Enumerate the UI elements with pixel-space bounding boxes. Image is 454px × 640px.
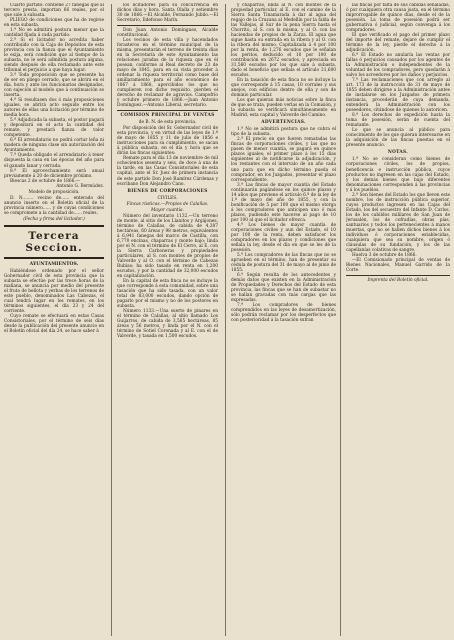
signature: Antonio G. Bermúdez. [56, 183, 104, 189]
paragraph: PLIEGO de condiciones que ha de regirse en esta subasta. [4, 18, 104, 29]
paragraph: Cuarto partido: contiene 27 fanegas que al tercero presta, importan 66 reales, por el que sale á subasta. [4, 3, 104, 19]
printer-imprint: Imprenta del Boletín oficial. [367, 277, 429, 283]
paragraph: 6.ª El Estado no anularía las ventas por fallas ó perjuicios causados por los agentes de la Administración o independientes de la voluntad de los compradores, pero quedarán á salvo los acreedores por los daños y perjuicios. [346, 53, 450, 79]
paragraph: 2.ª Son bienes del Estado los que lleven este nombre, los de instrucción pública superior, cuyos productos ingresen en las Cajas del Estado, los del secuestro del Infante D. Carlos, los de los cabildos mililares de San Juan de Jerusalén, los de cofradías, obras pías, santuarios y todos los pertenecientes á manos muertas, que no se hallen dichos bienes á los individuos ó corporaciones establecidas, cualquiera que sea su nombre, origen ó cláusulas de su fundación, y los de las capellanías colativas de sangre. [346, 192, 450, 253]
paragraph: 8.ª Los derechos de expedición hasta la toma de posesión, serán de cuenta del rematante. [346, 113, 450, 129]
paragraph: Número del inventario 1132.—Un terreno de monte, al sitio de los Llanitos y Argájones, término de Calañas, de cabida de 4,387 hectáreas, 60 áreas y 98 metros, equivalentes á 6,941 fanegas del marco de Castilla, con 6,770 encinas, chaparras y monte bajo; linda por el N. con el término de El Cerro, al E. con la Sierra Carboneras y propiedades particulares, al S. con montes de propios de Valverde y al O. con el término de Cabezas Rubias; ha sido tasado en renta en 1,200 escudos, y por la cantidad de 32,000 escudos en capitalización. [117, 213, 218, 279]
paragraph: y chaparras, linda al N. con montes de la propiedad particular, al E. con el camino de la Sierra Santa Tinamarada á dar al agua del regajo de la Cruzana al Medellín por la falda de las Vallejas, al Sur de la pena Sierra hasta el Chorrito, al S. con la misma, y al O. con las haciendas de propios de la Zarza. El agua que sigue hasta su entrada en la ribera y al O. con la ribera del mismo. Capitalizada á 4 por 100 por la renta, de 1,276 escudos que le señalan los peritos, deducido el 10 por 100 de contribución en 2672 escudos, y apreciada en 31,560 escudos por los que sale á subasta, dado el beneficio que señala el artículo 21,680 escudos. [231, 3, 336, 79]
paragraph: Lo que se anuncia al público para conocimiento de los que quieran interesarse en la adquisición de las fincas puestas en el presente anuncio. [346, 128, 450, 149]
paragraph: las fincas por falta de sus cabidas señaladas, ó por cualquiera otra causa justa, en el término improrrogable de quince días, desde el de la posesión. La toma de posesión podrá ser gubernativa ó judicial, según convenga á los compradores. [346, 3, 450, 34]
column-1 [4, 3, 104, 637]
paragraph: Don Juan Antonio Domínguez, Alcalde constitucional. [117, 28, 218, 39]
paragraph: 7.ª Las reclamaciones que con arreglo al art. 173 de la instrucción de 31 de mayo de 1855 deben dirigirse a la Administración antes de instalarse en los Juzgados de primera instancia, procederán de cuya demanda, entenderá la Administración con los poseedores, citándose de quienes lo autoricen. [346, 78, 450, 114]
paragraph: 2.ª El precio en que fueren rematadas las fincas de corporaciones civiles, y las que no pasen de menor cuantía, se pagará en quince plazos iguales; el primer plazo á los 15 días siguientes al de notificarse la adjudicación, y los restantes con el intervalo de un año cada uno para que en dicho término pueda el comprador, en los Juzgados, presentar el plazo correspondiente. [231, 137, 336, 183]
paragraph: Remate para el día 13 de noviembre de mil ochocientos sesenta y seis, de doce á una de la tarde, en las Casas Consistoriales de esta capital, ante el Sr. Juez de primera instancia de este partido Don José Ramírez Cárdenas y escribano Don Alejandro Cano. [117, 156, 218, 187]
divider [346, 275, 450, 276]
paragraph: Los vecinos de esta villa y hacendados forasteros en el término municipal de la misma, presentarán el terreno de treinta días en la Secretaría de este Ayuntamiento las relaciones juradas de la riqueza que en él posean, conforme al Real decreto de 23 de mayo de 1845, para en su vista proceder á ordenar la riqueza territorial como base del amillaramiento para el año económico de 1867 á 1868, apercibidos los que no cumplieren con dicho requisito, pierden el derecho de reclamar de agravios. Campofrío y octubre primero de 1866.—Juan Antonio Domínguez.—Antonio Liberal, secretario. [117, 38, 218, 109]
paragraph: 5.ª Adjudicada la subasta, el postor pagará y depositará en el acto la cantidad del remate, y prestará fianza de valor competente. [4, 118, 104, 139]
paragraph: Número 1133.—Una suerte de pinares en el término de Calañas, al sitio llamado Los Guijarros, de cabida de 3,565 hectáreas, 85 áreas y 56 metros, y linda por el N. con el término de Sotiel Coronada y al E. con el de Valverde, y tasada en 1,500 escudos. [117, 308, 218, 339]
divider [4, 225, 104, 227]
column-2 [117, 3, 218, 637]
column-3 [231, 3, 336, 637]
section-subtitle: CIVILES. [157, 195, 178, 201]
paragraph: los licitadores para su concurrencia en dichos días y hora. Santa Olalla y setiembre 30 de 1866.—El Alcalde, Fernando Jubilo.—El Secretario, Ildefonso Marín. [117, 3, 218, 24]
section-heading: AYUNTAMIENTOS. [29, 261, 79, 267]
section-subtitle: Mayor cuantía. [151, 207, 184, 213]
paragraph: 1.ª No se consideran como bienes de corporaciones civiles, los de propios, beneficencia e instrucción pública, cuyos productos no ingresen en las cajas del Estado, y los demás bienes que bajo diferentes denominaciones corresponden á las provincias y á los pueblos. [346, 157, 450, 193]
paragraph: 4.ª Los bienes de mayor cuantía de corporaciones civiles y aun del Estado, el 10 por 100 de la renta, deben satisfacer los compradores en los plazos y condiciones que señala la ley, desde el día en que se les dé la posesión. [231, 222, 336, 253]
paragraph: 3.ª Las fincas de mayor cuantía del Estado continuarán pagándose en los quince plazos y 14 años que previene el artículo 6.º de la ley de 1.º de mayo del año de 1855, y con la bonificación de 5 por 100 que el mismo otorga á los compradores que anticipen uno ó más plazos, pudiendo este hacerse al pago de 10 por 100 al que el licitador ofrezca. [231, 182, 336, 223]
paragraph: 3.ª Toda proposición que se presente ha de ser en pliego cerrado, que se abrirá en el día, hora y ante los funcionarios designados, con sujeción al modelo que á continuación se inserta. [4, 73, 104, 99]
paragraph: 8.ª El aprovechamiento será anual previamente á 20 de diciembre próximo. [4, 168, 104, 179]
section-subtitle: Modelo de proposición. [28, 189, 80, 195]
paragraph: 2.ª Si el licitador no acredita haber contribuido con la Caja de Depósitos de esta provincia con la fianza que el Ayuntamiento le exija, será condición que al tiempo de la subasta, no le será admitida postura alguna, siendo después de ella reclamado ante este tribunal el perjuicio a que haya lugar. [4, 38, 104, 74]
section-subtitle: de B. N. de esta provincia. [138, 120, 197, 126]
section-heading: ADVERTENCIAS. [261, 120, 306, 126]
column-divider [111, 4, 112, 636]
paragraph: En la capital de esta finca no se incluye la que corresponde á esta comunidad, sobre una tasación que ha sido tasada, con un valor total de 83,000 escudos, dando opción de pagarlo por el mismo y no de los postores en subasta. [117, 278, 218, 309]
divider [4, 257, 104, 259]
paragraph: 6.ª El arrendatario no podrá cortar leña ni madera de ninguna clase sin autorización del Ayuntamiento. [4, 138, 104, 154]
column-divider [340, 4, 341, 636]
signature: —El Comisionado principal de ventas de Bienes Nacionales, Manuel Garrido de la Corte. [346, 257, 450, 273]
paragraph: 4.ª Si resultasen dos ó más proposiciones iguales, se abrirá acto seguido entre los autores de ellas una licitación por término de media hora. [4, 98, 104, 119]
paragraph: 5.ª Los compradores de las fincas que no se aprueben en el término, han de presentar su cédula de postura del 31 de mayo al de junio de 1855. [231, 252, 336, 273]
section-title: Tercera Seccion. [25, 229, 83, 254]
paragraph: 1.ª No se admitirá postura menor que la cantidad fijada á cada partido. [4, 28, 104, 39]
paragraph: Cuyo remate se efectuará en estas Casas Consistoriales, por el término de seis días desde la publicación del presente anuncio en el Boletín oficial del día 24, se hace saber á [4, 313, 104, 334]
paragraph: 7.ª Los compradores de bienes comprendidos en las leyes de desamortización, sólo podrán reclamar por los desperfectos que con posterioridad á la tasación sufran [231, 302, 336, 323]
paragraph: En la tasación de esta finca no se incluye la que corresponde á 15 casas, 10 corrales y sus anejos, con edificios dentro de ella y son de dominio particular. [231, 78, 336, 99]
date-line: Huelva 3 de octubre de 1866. [352, 252, 417, 258]
paragraph: D. N........ vecino de...... enterado del anuncio inserto en el Boletín oficial de la provincia número...... y de cuyas condiciones se compromete a la cantidad de...... reales. [4, 195, 104, 216]
divider [117, 110, 218, 111]
paragraph: Los que quieran más noticias sobre la finca de que se trata, pueden verlas en la Comisión, y la subasta se verificará simultáneamente en Madrid, esta capital y Valverde del Camino. [231, 98, 336, 119]
column-divider [225, 4, 226, 636]
paragraph: 1.ª No se admitirá postura que no cubra el tipo de la subasta. [231, 127, 336, 138]
paragraph: Habiéndose ordenado por el señor Gobernador civil de esta provincia que la subasta se efectúe por las trece horas de la mañana, se anuncia por medio del presente el fruto de bellota y yerbas de los terrenos de este pueblo, denominados Las Cabezas, el cual tendrá lugar en los remates, en los términos siguientes, el día 23 y 24 del corriente. [4, 268, 104, 314]
paragraph: El que verificado el pago del primer plazo del importe del remate, dejare de cumplir el término de la ley, pierde el derecho á la adjudicación. [346, 33, 450, 54]
paragraph: 6.ª Según resulta de los antecedentes y demás datos que existen en la Administración de Propiedades y Derechos del Estado de esta provincia, las fincas que se han de subastar no se hallan gravadas con más cargas que las expresadas. [231, 272, 336, 303]
section-heading: NOTAS. [387, 150, 409, 156]
column-4 [346, 3, 450, 637]
section-heading: COMISION PRINCIPAL DE VENTAS [120, 113, 215, 119]
paragraph: 7.ª Queda obligado el arrendatario á tener dispuesta la casa en las épocas del año para el ganado lanar y cerrada. [4, 153, 104, 169]
section-subtitle: Fincas rústicas.—Propios de Calañas. [126, 201, 209, 207]
divider [117, 25, 218, 26]
paragraph: Por disposición del Sr. Gobernador civil de esta provincia, y en virtud de las leyes de 1.º de mayo de 1855 y 11 de julio de 1856 e instrucciones para su cumplimiento, se sacan á pública subasta, en el día y hora que se dirán las fincas siguientes: [117, 126, 218, 157]
date-line: Biescas 2 de octubre de 1866.— [10, 178, 81, 184]
paragraph: (Fecha y firma del licitador.) [23, 216, 85, 222]
section-heading: BIENES DE CORPORACIONES [127, 188, 208, 194]
